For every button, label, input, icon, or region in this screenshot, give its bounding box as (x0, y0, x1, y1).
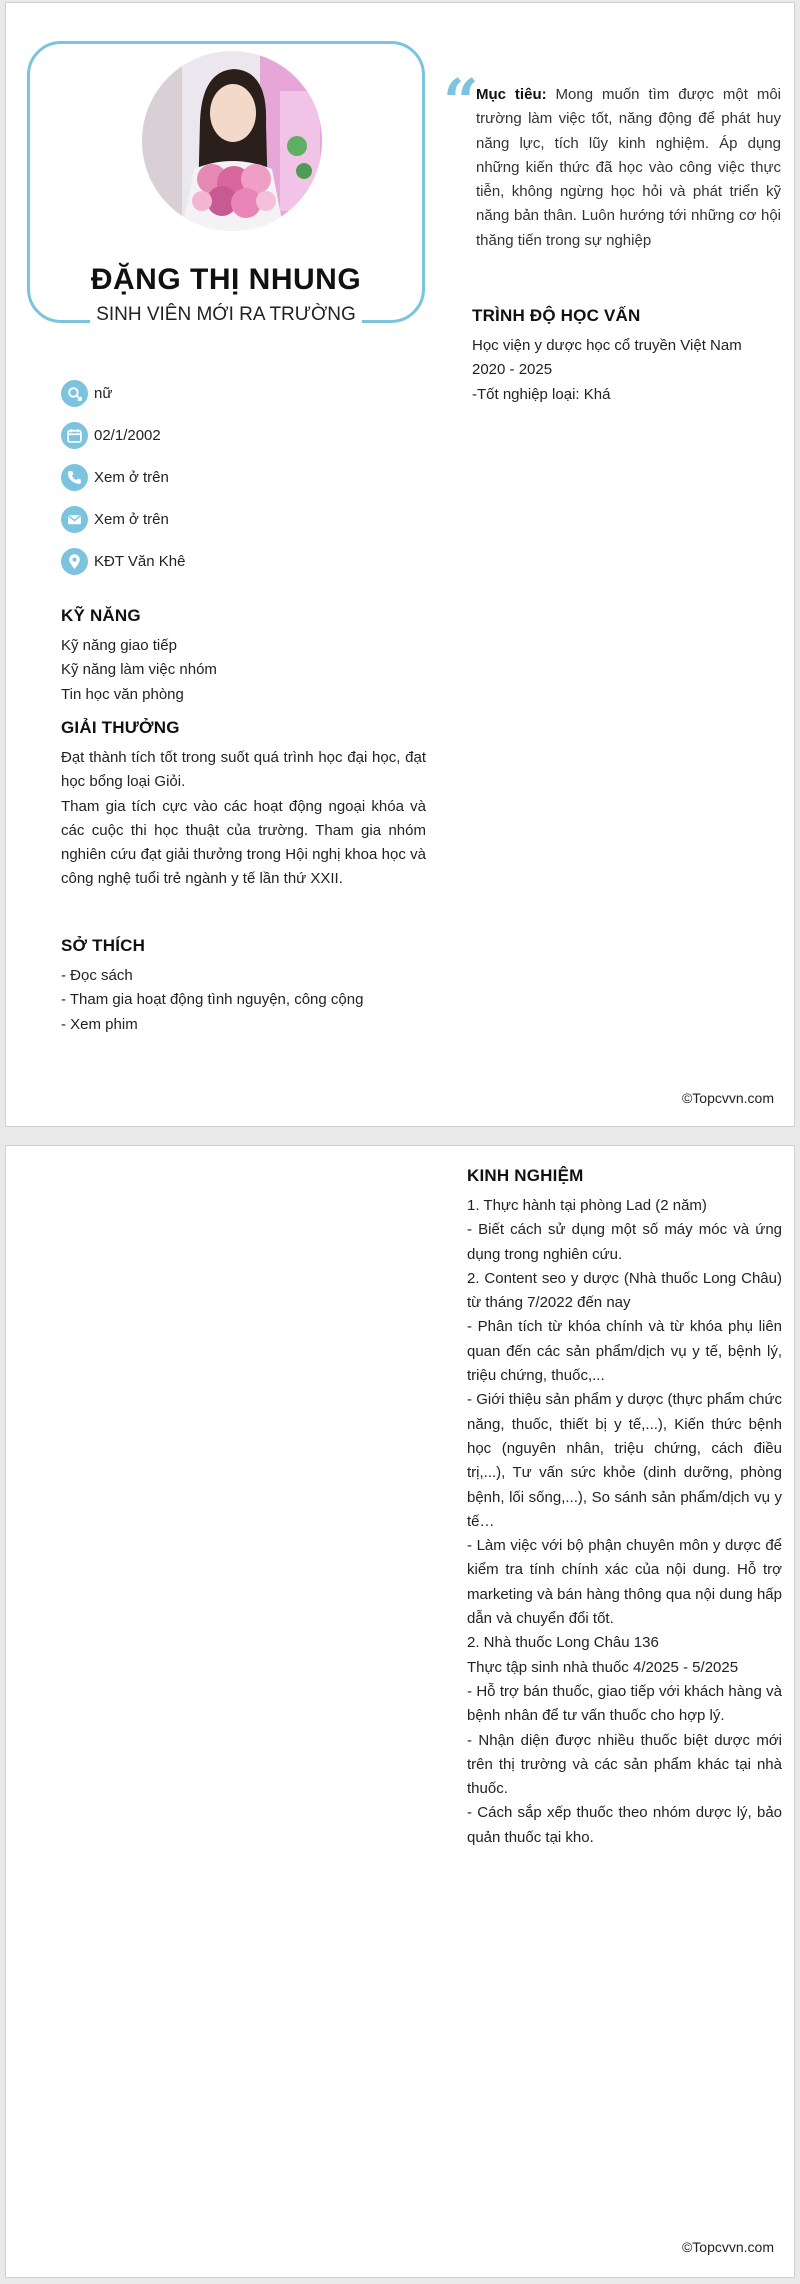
experience-line: - Hỗ trợ bán thuốc, giao tiếp với khách hàng và bệnh nhân để tư vấn thuốc cho hợp lý. (467, 1682, 782, 1725)
skill-item: Kỹ năng làm việc nhóm (61, 661, 217, 679)
page-footer: ©Topcvvn.com (681, 1090, 774, 1106)
skills-list (61, 634, 431, 707)
experience-line: - Phân tích từ khóa chính và từ khóa phụ liên quan đến các sản phẩm/dịch vụ y tế, bệnh lý, triệu chứng, thuốc,... (467, 1318, 782, 1385)
email-icon (61, 506, 88, 533)
education-details (472, 334, 782, 407)
candidate-position: SINH VIÊN MỚI RA TRƯỜNG (96, 304, 356, 325)
career-objective (476, 83, 781, 253)
page-footer: ©Topcvvn.com (681, 2239, 774, 2255)
education-grade: -Tốt nghiệp loại: Khá (472, 385, 611, 403)
birthday-text: 02/1/2002 (94, 426, 161, 444)
experience-line: - Biết cách sử dụng một số máy móc và ứng dụng trong nghiên cứu. (467, 1221, 782, 1263)
contact-address (61, 546, 185, 576)
awards-title: GIẢI THƯỞNG (61, 718, 180, 737)
hobbies-list (61, 964, 431, 1037)
award-item: Tham gia tích cực vào các hoạt động ngoại khóa và các cuộc thi học thuật của trường. Tham gia nhóm nghiên cứu đạt giải thưởng trong Hội nghị khoa học và công nghệ tuổi trẻ ngành y tế lần thứ XXII. (61, 797, 426, 888)
experience-title: KINH NGHIỆM (467, 1166, 584, 1185)
skills-title: KỸ NĂNG (61, 606, 141, 625)
experience-line: 2. Content seo y dược (Nhà thuốc Long Châu) từ tháng 7/2022 đến nay (467, 1269, 782, 1312)
phone-text: Xem ở trên (94, 468, 169, 486)
experience-line: - Nhận diện được nhiều thuốc biệt dược mới trên thị trường và các sản phẩm khác tại nhà thuốc. (467, 1731, 782, 1798)
skill-item: Tin học văn phòng (61, 685, 184, 703)
cv-page-2 (5, 1145, 795, 2278)
experience-line: 1. Thực hành tại phòng Lad (2 năm) (467, 1197, 707, 1214)
objective-label: Mục tiêu: (476, 86, 547, 103)
contact-birthday (61, 420, 161, 450)
cv-page-1 (5, 2, 795, 1127)
experience-line: - Cách sắp xếp thuốc theo nhóm dược lý, bảo quản thuốc tại kho. (467, 1804, 782, 1846)
hobby-item: - Đọc sách (61, 967, 133, 984)
address-text: KĐT Văn Khê (94, 552, 186, 570)
experience-details (467, 1194, 782, 1850)
education-title: TRÌNH ĐỘ HỌC VẤN (472, 306, 641, 325)
hobby-item: - Xem phim (61, 1015, 138, 1033)
phone-icon (61, 464, 88, 491)
calendar-icon (61, 422, 88, 449)
award-item: Đạt thành tích tốt trong suốt quá trình học đại học, đạt học bổng loại Giỏi. (61, 749, 426, 791)
contact-email (61, 504, 169, 534)
contact-gender (61, 378, 112, 408)
education-school: Học viện y dược học cổ truyền Việt Nam (472, 337, 742, 354)
gender-icon (61, 380, 88, 407)
experience-line: - Giới thiệu sản phẩm y dược (thực phẩm chức năng, thuốc, thiết bị y tế,...), Kiến thức bệnh học (nguyên nhân, triệu chứng, cách điều trị,...), Tư vấn sức khỏe (dinh dưỡng, phòng bệnh, lối sống,...), So sánh sản phẩm/dịch vụ y tế… (467, 1391, 782, 1530)
candidate-name: ĐẶNG THỊ NHUNG (90, 263, 362, 296)
quote-icon: “ (443, 65, 479, 138)
hobby-item: - Tham gia hoạt động tình nguyện, công cộng (61, 991, 364, 1009)
experience-line: - Làm việc với bộ phận chuyên môn y dược để kiểm tra tính chính xác của nội dung. Hỗ trợ marketing và bán hàng thông qua nội dung hấp dẫn và chuyển đổi tốt. (467, 1537, 782, 1628)
experience-line: 2. Nhà thuốc Long Châu 136 (467, 1634, 659, 1652)
education-period: 2020 - 2025 (472, 361, 553, 379)
skill-item: Kỹ năng giao tiếp (61, 637, 177, 654)
contact-phone (61, 462, 169, 492)
experience-line: Thực tập sinh nhà thuốc 4/2025 - 5/2025 (467, 1658, 739, 1676)
hobbies-title: SỞ THÍCH (61, 936, 146, 955)
gender-text: nữ (94, 384, 113, 402)
avatar (142, 51, 322, 231)
awards-list (61, 746, 426, 892)
location-icon (61, 548, 88, 575)
objective-text: Mong muốn tìm được một môi trường làm việc tốt, năng động để phát huy năng lực, tích lũy kinh nghiệm. Áp dụng những kiến thức đã học vào công việc thực tiễn, không ngừng học hỏi và phát triển kỹ năng bản thân. Luôn hướng tới những cơ hội thăng tiến trong sự nghiệp (476, 86, 781, 249)
email-text: Xem ở trên (94, 510, 169, 528)
